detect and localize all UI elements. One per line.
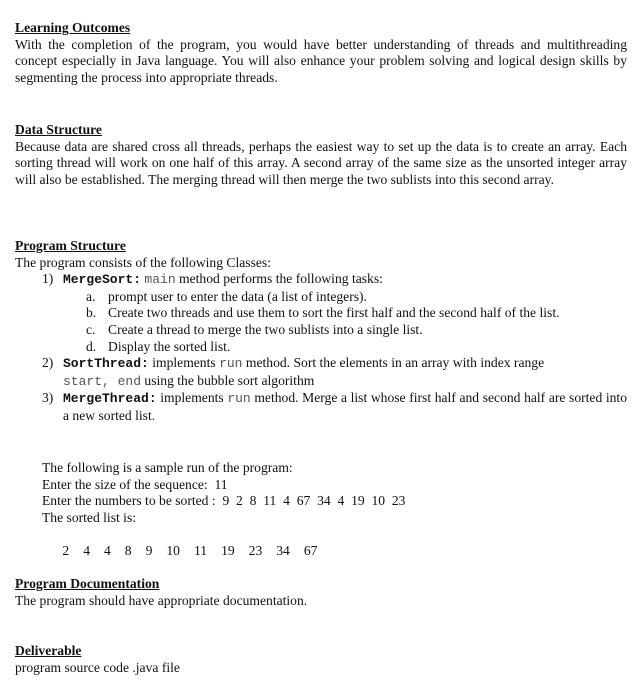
class-text-after: method. Sort the elements in an array with index range xyxy=(245,355,545,371)
program-structure-section xyxy=(15,238,627,425)
sorted-value: 23 xyxy=(248,542,263,558)
class-name: MergeSort: xyxy=(63,272,142,288)
sorted-value: 4 xyxy=(83,542,90,558)
class-text-end: using the bubble sort algorithm xyxy=(144,372,315,388)
sample-run-numbers-prompt: Enter the numbers to be sorted : 9 2 8 11 4 67 34 4 19 10 23 xyxy=(42,493,406,509)
subtask-letter: a. xyxy=(86,288,96,304)
class-number: 1) xyxy=(42,271,54,287)
data-structure-section xyxy=(15,122,627,188)
class-number: 3) xyxy=(42,390,54,406)
subtask-letter: b. xyxy=(86,305,97,321)
sample-run-sorted-label: The sorted list is: xyxy=(42,509,137,525)
program-documentation-section xyxy=(15,576,627,609)
sorted-value: 11 xyxy=(193,542,208,558)
class-text-before: implements xyxy=(152,355,216,371)
sorted-value: 34 xyxy=(276,542,290,558)
sorted-value: 67 xyxy=(303,542,318,558)
sample-run-size-prompt: Enter the size of the sequence: 11 xyxy=(42,476,228,492)
sorted-value: 2 xyxy=(62,542,70,558)
subtask-item xyxy=(15,339,627,356)
class-text-before: implements xyxy=(160,390,224,406)
program-documentation-heading: Program Documentation xyxy=(15,576,160,591)
class-name: SortThread: xyxy=(63,356,149,372)
sorted-value: 8 xyxy=(124,542,132,558)
class-code-range: start, end xyxy=(63,373,142,389)
subtask-letter: d. xyxy=(86,338,97,354)
class-item-mergethread xyxy=(15,390,627,424)
deliverable-heading: Deliverable xyxy=(15,643,82,658)
program-structure-heading: Program Structure xyxy=(15,238,126,253)
deliverable-body: program source code .java file xyxy=(15,659,180,675)
class-name: MergeThread: xyxy=(63,391,157,407)
class-code: run xyxy=(219,356,243,372)
learning-outcomes-section xyxy=(15,20,627,86)
class-number: 2) xyxy=(42,355,54,371)
sample-run-sorted-values xyxy=(15,526,627,576)
subtask-item xyxy=(15,322,627,339)
sorted-value: 9 xyxy=(145,542,153,558)
subtask-text: Create a thread to merge the two sublists into a single list. xyxy=(108,321,423,337)
data-structure-heading: Data Structure xyxy=(15,122,102,137)
class-code: main xyxy=(144,272,176,288)
program-structure-intro: The program consists of the following Classes: xyxy=(15,254,271,270)
sorted-value: 19 xyxy=(221,542,235,558)
class-text-after: method. Merge a list whose first half and second half are sorted into a new sorted list. xyxy=(63,390,628,423)
subtask-text: Display the sorted list. xyxy=(108,338,231,354)
subtask-item xyxy=(15,305,627,322)
class-item-sortthread xyxy=(15,355,627,390)
sample-run-section xyxy=(15,460,627,576)
class-description: method performs the following tasks: xyxy=(179,271,383,287)
deliverable-section xyxy=(15,643,627,676)
learning-outcomes-heading: Learning Outcomes xyxy=(15,20,131,35)
sorted-value: 10 xyxy=(166,542,180,558)
program-documentation-body: The program should have appropriate documentation. xyxy=(15,592,308,608)
learning-outcomes-body: With the completion of the program, you would have better understanding of threads and multithreading concept especially in Java language. You will also enhance your problem solving and logical design skills by segmenting the process into appropriate threads. xyxy=(15,36,627,85)
sorted-value: 4 xyxy=(103,542,111,558)
data-structure-body: Because data are shared cross all threads, perhaps the easiest way to set up the data is to create an array. Each sorting thread will work on one half of this array. A second array of the same size as the unsorted integer array will also be established. The merging thread will then merge the two sublists into this second array. xyxy=(15,138,627,187)
sample-run-intro: The following is a sample run of the program: xyxy=(42,460,293,475)
subtask-text: Create two threads and use them to sort the first half and the second half of the list. xyxy=(108,305,560,321)
class-code: run xyxy=(227,391,251,407)
subtask-letter: c. xyxy=(86,321,96,337)
subtask-text: prompt user to enter the data (a list of integers). xyxy=(108,288,367,304)
subtask-item xyxy=(15,289,627,306)
class-item-mergesort xyxy=(15,271,627,289)
